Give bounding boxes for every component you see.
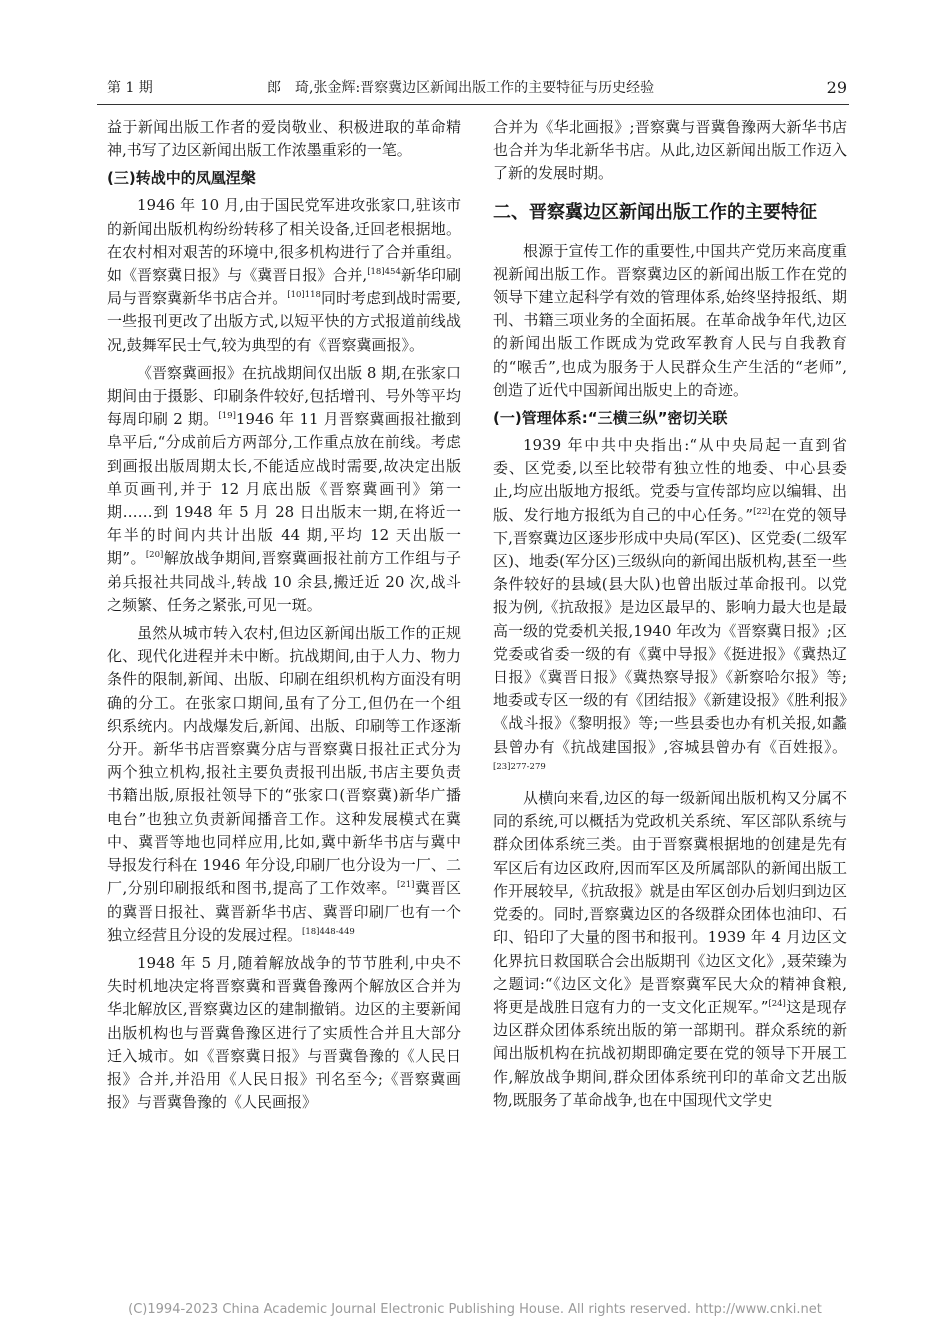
text-run: 新华印刷局与晋察冀新华书店合并。 [107,266,461,308]
paragraph: 根源于宣传工作的重要性,中国共产党历来高度重视新闻出版工作。晋察冀边区的新闻出版工作在党的领导下建立起科学有效的管理体系,始终坚持报纸、期刊、书籍三项业务的全面拓展。在革命战争年代,边区的新闻出版工作既成为党政军教育人民与自我教育的“喉舌”,也成为服务于人民群众生产生活的“老师”,创造了近代中国新闻出版史上的奇迹。 [493,241,847,399]
copyright-footer: (C)1994-2023 China Academic Journal Electronic Publishing House. All rights reserved. http://www.cnki.net [128,1302,822,1317]
paragraph [107,622,461,947]
text-run: 1946 年 10 月,由于国民党军进攻张家口,驻该市的新闻出版机构纷纷转移了相关设备,迁回老根据地。在农村相对艰苦的环境中,很多机构进行了合并重组。如《晋察冀日报》与《冀晋日报》合并, [107,196,461,285]
left-column [107,116,461,1119]
text-run: 冀晋区的冀晋日报社、冀晋新华书店、冀晋印刷厂也有一个独立经营且分设的发展过程。 [107,879,461,944]
right-column [493,116,847,1117]
citation: [21] [396,880,415,891]
paragraph [107,362,461,617]
citation: [24] [768,998,786,1009]
paragraph [107,194,461,356]
issue-label: 第 1 期 [107,80,153,96]
citation: [18]454 [367,267,401,278]
section-heading: (三)转战中的凤凰涅槃 [107,169,256,188]
text-run: 1939 年中共中央指出:“从中央局起一直到省委、区党委,以至比较带有独立性的地委、中心县委止,均应出版地方报纸。党委与宣传部均应以编辑、出版、发行地方报纸为自己的中心任务。” [493,436,847,524]
paragraph [493,434,847,782]
text-run: 解放战争期间,晋察冀画报社前方工作组与子弟兵报社共同战斗,转战 10 余县,搬迁近 20 次,战斗之频繁、任务之紧张,可见一斑。 [107,549,461,614]
citation: [10]118 [287,290,321,301]
paragraph: 1948 年 5 月,随着解放战争的节节胜利,中央不失时机地决定将晋察冀和晋冀鲁豫两个解放区合并为华北解放区,晋察冀边区的建制撤销。边区的主要新闻出版机构也与晋冀鲁豫区进行了实质性合并且大部分迁入城市。如《晋察冀日报》与晋冀鲁豫的《人民日报》合并,并沿用《人民日报》刊名至今;《晋察冀画报》与晋冀鲁豫的《人民画报》 [107,953,461,1112]
text-run: 从横向来看,边区的每一级新闻出版机构又分属不同的系统,可以概括为党政机关系统、军区部队系统与群众团体系统三类。由于晋察冀根据地的创建是先有军区后有边区政府,因而军区及所属部队的新闻出版工作开展较早,《抗敌报》就是由军区创办后划归到边区党委的。同时,晋察冀边区的各级群众团体也油印、石印、铅印了大量的图书和报刊。1939 年 4 月边区文化界抗日救国联合会出版期刊《边区文化》,聂荣臻为之题词:“《边区文化》是晋察冀军民大众的精神食粮,将更是战胜日寇有力的一支文化正规军。” [493,789,847,1016]
text-run: 1946 年 11 月晋察冀画报社撤到阜平后,“分成前后方两部分,工作重点放在前线。考虑到画报出版周期太长,不能适应战时需要,故决定出版单页画刊,并于 12 月底出版《晋察冀画刊》第一期……到 1948 年 5 月 28 日出版末一期,在将近一年半的时间内共计出版 44 期,平均 12 天出版一期”。 [107,410,461,568]
paragraph: 益于新闻出版工作者的爱岗敬业、积极进取的革命精神,书写了边区新闻出版工作浓墨重彩的一笔。 [107,118,461,160]
text-run: 同时考虑到战时需要,一些报刊更改了出版方式,以短平快的方式报道前线战况,鼓舞军民士气,较为典型的有《晋察冀画报》。 [107,289,461,354]
text-run: 《晋察冀画报》在抗战期间仅出版 8 期,在张家口期间由于摄影、印刷条件较好,包括增刊、号外等平均每周印刷 2 期。 [107,363,461,429]
section-heading: (一)管理体系:“三横三纵”密切关联 [493,409,728,428]
citation: [22] [753,506,771,517]
citation: [20] [145,550,164,561]
citation: [23]277-279 [493,761,546,772]
part-heading: 二、晋察冀边区新闻出版工作的主要特征 [493,201,817,223]
header-rule [97,104,849,105]
citation: [19] [218,411,236,422]
running-title: 郎 琦,张金辉:晋察冀边区新闻出版工作的主要特征与历史经验 [267,80,655,96]
text-run: 这是现存边区群众团体系统出版的第一部期刊。群众系统的新闻出版机构在抗战初期即确定要在党的领导下开展工作,解放战争期间,群众团体系统刊印的革命文艺出版物,既服务了革命战争,也在中国现代文学史 [493,997,847,1109]
text-run: 虽然从城市转入农村,但边区新闻出版工作的正规化、现代化进程并未中断。抗战期间,由于人力、物力条件的限制,新闻、出版、印刷在组织机构方面没有明确的分工。在张家口期间,虽有了分工,但仍在一个组织系统内。内战爆发后,新闻、出版、印刷等工作逐渐分开。新华书店晋察冀分店与晋察冀日报社正式分为两个独立机构,报社主要负责报刊出版,书店主要负责书籍出版,原报社领导下的“张家口(晋察冀)新华广播电台”也独立负责新闻播音工作。这种发展模式在冀中、冀晋等地也同样应用,比如,冀中新华书店与冀中导报发行科在 1946 年分设,印刷厂也分设为一厂、二厂,分别印刷报纸和图书,提高了工作效率。 [107,624,461,898]
paragraph [493,787,847,1112]
paragraph: 合并为《华北画报》;晋察冀与晋冀鲁豫两大新华书店也合并为华北新华书店。从此,边区新闻出版工作迈入了新的发展时期。 [493,118,847,183]
running-header [107,74,847,102]
citation: [18]448-449 [302,926,355,937]
page-number: 29 [826,78,847,97]
text-run: 在党的领导下,晋察冀边区逐步形成中央局(军区)、区党委(二级军区)、地委(军分区)三级纵向的新闻出版机构,甚至一些条件较好的县域(县大队)也曾出版过革命报刊。以党报为例,《抗敌报》是边区最早的、影响力最大也是最高一级的党委机关报,1940 年改为《晋察冀日报》;区党委或省委一级的有《冀中导报》《挺进报》《冀热辽日报》《冀晋日报》《冀热察导报》《新察哈尔报》等;地委或专区一级的有《团结报》《新建设报》《胜利报》《战斗报》《黎明报》等;一些县委也办有机关报,如蠡县曾办有《抗战建国报》,容城县曾办有《百姓报》。 [493,505,847,756]
